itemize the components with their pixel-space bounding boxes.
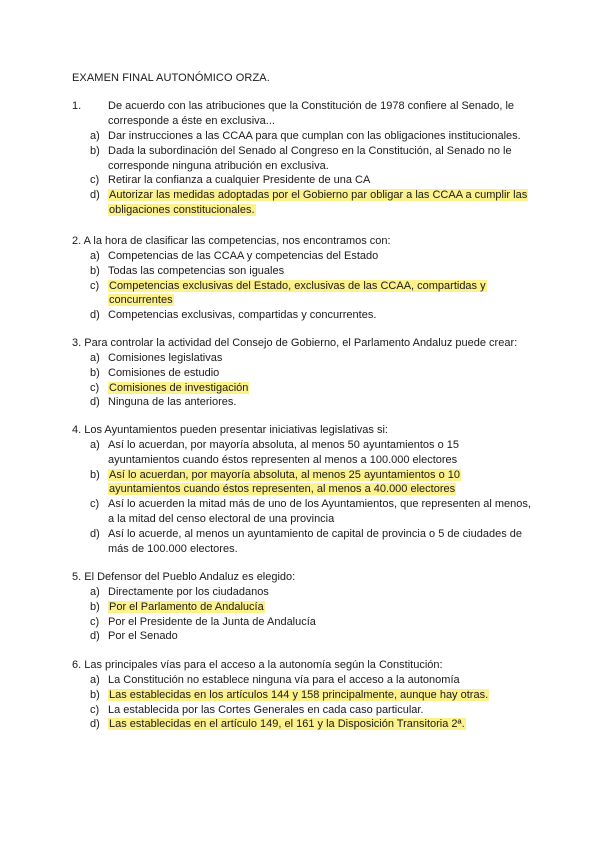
- options-list: [72, 585, 532, 644]
- options-list: [72, 129, 532, 218]
- option-d: d) Ninguna de las anteriores.: [90, 396, 237, 409]
- option-b: b) Comisiones de estudio: [90, 366, 220, 379]
- option-text: Dar instrucciones a las CCAA para que cumplan con las obligaciones institucionales.: [108, 130, 521, 142]
- option-c: c) Por el Presidente de la Junta de Andalucía: [90, 615, 316, 628]
- question-text: [72, 99, 532, 129]
- option-d: d) Por el Senado: [90, 630, 178, 643]
- option-d: d) Competencias exclusivas, compartidas y concurrentes.: [90, 309, 377, 322]
- option-text: Comisiones de estudio: [108, 366, 220, 379]
- question-text: [72, 234, 532, 249]
- option-c: c) Así lo acuerden la mitad más de uno de los Ayuntamientos, que representen al menos, a la mitad del censo electoral de una provincia: [90, 498, 531, 525]
- option-text: Así lo acuerden la mitad más de uno de los Ayuntamientos, que representen al menos, a la mitad del censo electoral de una provincia: [108, 498, 531, 525]
- option-text-highlighted: Comisiones de investigación: [109, 381, 249, 394]
- option-text: Por el Presidente de la Junta de Andalucía: [108, 615, 316, 628]
- option-d: d) Así lo acuerde, al menos un ayuntamiento de capital de provincia o 5 de ciudades de más de 100.000 electores.: [90, 527, 522, 555]
- option-text: La establecida por las Cortes Generales en cada caso particular.: [108, 703, 424, 716]
- question-number: 4.: [72, 424, 82, 436]
- document-title: EXAMEN FINAL AUTONÓMICO ORZA.: [72, 72, 270, 84]
- option-text: Competencias de las CCAA y competencias del Estado: [108, 250, 379, 262]
- option-b: b) Las establecidas en los artículos 144 y 158 principalmente, aunque hay otras.: [90, 688, 489, 701]
- option-text: Competencias exclusivas, compartidas y concurrentes.: [108, 309, 377, 322]
- option-text-highlighted: Autorizar las medidas adoptadas por el Gobierno par obligar a las CCAA a cumplir las obligaciones constitucionales.: [109, 189, 528, 216]
- question-4: [72, 423, 532, 556]
- option-b: b) Todas las competencias son iguales: [90, 264, 285, 277]
- option-b: b) Así lo acuerdan, por mayoría absoluta, al menos 25 ayuntamientos o 10 ayuntamientos cuando éstos representen, al menos a 40.000 electores: [90, 468, 460, 496]
- option-a: a) Así lo acuerdan, por mayoría absoluta, al menos 50 ayuntamientos o 15 ayuntamientos cuando éstos representen al menos a 100.000 electores: [90, 439, 459, 466]
- option-b: b) Dada la subordinación del Senado al Congreso en la Constitución, al Senado no le corresponde ninguna atribución en exclusiva.: [90, 144, 512, 172]
- options-list: [72, 249, 532, 323]
- question-5: [72, 570, 532, 644]
- question-body: Las principales vías para el acceso a la autonomía según la Constitución:: [84, 659, 443, 671]
- question-text: [72, 336, 532, 351]
- question-6: [72, 658, 532, 732]
- question-1: [72, 99, 532, 218]
- option-text: Así lo acuerde, al menos un ayuntamiento de capital de provincia o 5 de ciudades de más de 100.000 electores.: [108, 527, 522, 555]
- option-a: a) Comisiones legislativas: [90, 352, 223, 364]
- option-text-highlighted: Así lo acuerdan, por mayoría absoluta, al menos 25 ayuntamientos o 10 ayuntamientos cuando éstos representen, al menos a 40.000 electores: [109, 468, 460, 496]
- question-text: [72, 658, 532, 673]
- question-body: A la hora de clasificar las competencias, nos encontramos con:: [83, 235, 391, 247]
- option-a: a) Competencias de las CCAA y competencias del Estado: [90, 250, 379, 262]
- option-text: Retirar la confianza a cualquier Presidente de una CA: [108, 174, 371, 187]
- option-b: b) Por el Parlamento de Andalucía: [90, 600, 264, 613]
- question-text: [72, 570, 532, 585]
- option-text-highlighted: Las establecidas en los artículos 144 y 158 principalmente, aunque hay otras.: [109, 688, 489, 701]
- option-text: Así lo acuerdan, por mayoría absoluta, al menos 50 ayuntamientos o 15 ayuntamientos cuando éstos representen al menos a 100.000 electores: [108, 439, 459, 466]
- question-body: El Defensor del Pueblo Andaluz es elegido:: [84, 571, 296, 583]
- option-text: Ninguna de las anteriores.: [108, 396, 237, 409]
- question-text: [72, 423, 532, 438]
- question-body: Los Ayuntamientos pueden presentar iniciativas legislativas si:: [84, 424, 388, 436]
- question-body: Para controlar la actividad del Consejo de Gobierno, el Parlamento Andaluz puede crear:: [84, 337, 518, 349]
- option-d: d) Las establecidas en el artículo 149, el 161 y la Disposición Transitoria 2ª.: [90, 718, 465, 731]
- options-list: [72, 438, 532, 556]
- options-list: [72, 351, 532, 410]
- question-number: 3.: [72, 337, 82, 349]
- question-number: 6.: [72, 659, 82, 671]
- option-text-highlighted: Por el Parlamento de Andalucía: [109, 600, 264, 613]
- option-text: Todas las competencias son iguales: [108, 264, 285, 277]
- question-2: [72, 234, 532, 323]
- option-c: c) Competencias exclusivas del Estado, exclusivas de las CCAA, compartidas y concurrentes: [90, 279, 486, 307]
- option-c: c) La establecida por las Cortes Generales en cada caso particular.: [90, 703, 424, 716]
- option-d: d) Autorizar las medidas adoptadas por el Gobierno par obligar a las CCAA a cumplir las obligaciones constitucionales.: [90, 189, 528, 216]
- question-number: 2.: [72, 235, 82, 247]
- question-body: De acuerdo con las atribuciones que la Constitución de 1978 confiere al Senado, le corresponde a éste en exclusiva...: [108, 100, 515, 127]
- option-text-highlighted: Las establecidas en el artículo 149, el 161 y la Disposición Transitoria 2ª.: [109, 718, 465, 731]
- option-a: a) Directamente por los ciudadanos: [90, 586, 269, 598]
- options-list: [72, 673, 532, 732]
- option-a: a) La Constitución no establece ninguna vía para el acceso a la autonomía: [90, 674, 460, 686]
- option-text-highlighted: Competencias exclusivas del Estado, exclusivas de las CCAA, compartidas y concurrentes: [109, 279, 486, 307]
- option-c: c) Comisiones de investigación: [90, 381, 249, 394]
- option-text: Comisiones legislativas: [108, 352, 223, 364]
- option-text: La Constitución no establece ninguna vía para el acceso a la autonomía: [108, 674, 460, 686]
- option-a: a) Dar instrucciones a las CCAA para que cumplan con las obligaciones institucionales.: [90, 130, 521, 142]
- option-text: Directamente por los ciudadanos: [108, 586, 269, 598]
- option-text: Por el Senado: [108, 630, 178, 643]
- question-number: 5.: [72, 571, 82, 583]
- question-number: 1.: [72, 100, 82, 112]
- question-3: [72, 336, 532, 410]
- option-c: c) Retirar la confianza a cualquier Presidente de una CA: [90, 174, 371, 187]
- option-text: Dada la subordinación del Senado al Congreso en la Constitución, al Senado no le corresponde ninguna atribución en exclusiva.: [108, 144, 512, 172]
